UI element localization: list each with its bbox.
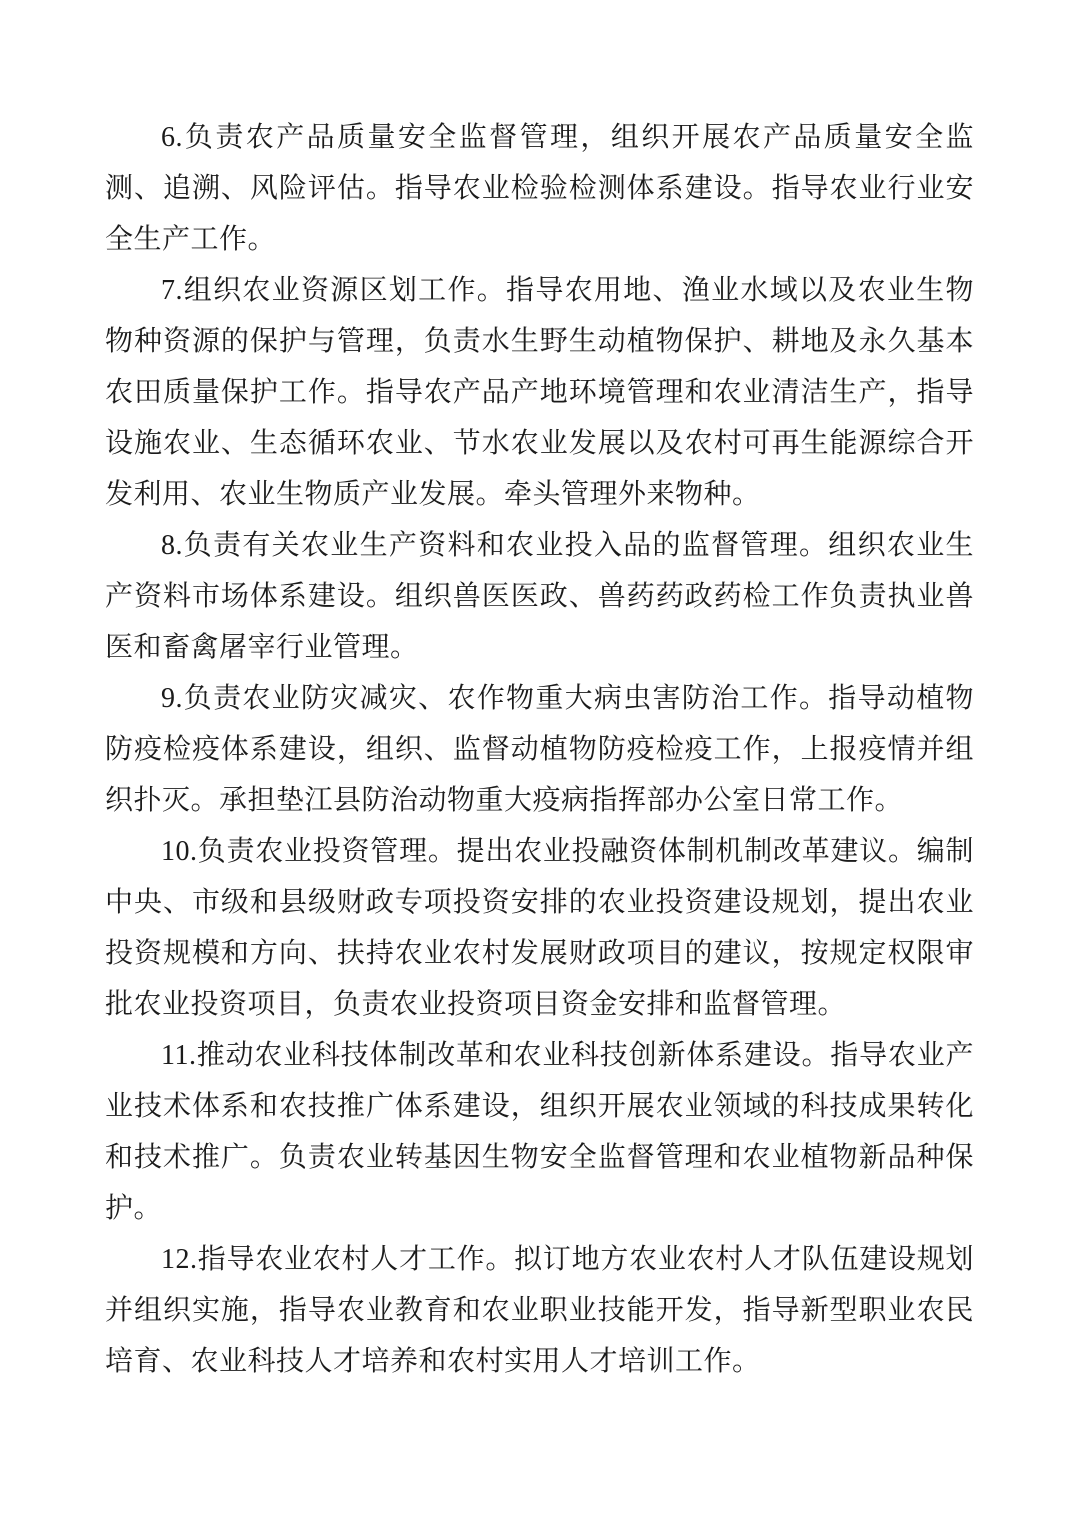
paragraph-item-7: 7.组织农业资源区划工作。指导农用地、渔业水域以及农业生物物种资源的保护与管理，负责水生野生动植物保护、耕地及永久基本农田质量保护工作。指导农产品产地环境管理和农业清洁生产，指导设施农业、生态循环农业、节水农业发展以及农村可再生能源综合开发利用、农业生物质产业发展。牵头管理外来物种。 — [105, 275, 974, 510]
paragraph-item-9: 9.负责农业防灾减灾、农作物重大病虫害防治工作。指导动植物防疫检疫体系建设，组织、监督动植物防疫检疫工作，上报疫情并组织扑灭。承担垫江县防治动物重大疫病指挥部办公室日常工作。 — [105, 683, 974, 816]
paragraph-item-8: 8.负责有关农业生产资料和农业投入品的监督管理。组织农业生产资料市场体系建设。组织兽医医政、兽药药政药检工作负责执业兽医和畜禽屠宰行业管理。 — [105, 530, 974, 663]
document-body — [105, 112, 974, 1387]
paragraph-item-6: 6.负责农产品质量安全监督管理，组织开展农产品质量安全监测、追溯、风险评估。指导农业检验检测体系建设。指导农业行业安全生产工作。 — [105, 122, 974, 255]
paragraph-item-12: 12.指导农业农村人才工作。拟订地方农业农村人才队伍建设规划并组织实施，指导农业教育和农业职业技能开发，指导新型职业农民培育、农业科技人才培养和农村实用人才培训工作。 — [105, 1244, 974, 1377]
paragraph-item-11: 11.推动农业科技体制改革和农业科技创新体系建设。指导农业产业技术体系和农技推广体系建设，组织开展农业领域的科技成果转化和技术推广。负责农业转基因生物安全监督管理和农业植物新品种保护。 — [105, 1040, 974, 1224]
paragraph-item-10: 10.负责农业投资管理。提出农业投融资体制机制改革建议。编制中央、市级和县级财政专项投资安排的农业投资建设规划，提出农业投资规模和方向、扶持农业农村发展财政项目的建议，按规定权限审批农业投资项目，负责农业投资项目资金安排和监督管理。 — [105, 836, 974, 1020]
